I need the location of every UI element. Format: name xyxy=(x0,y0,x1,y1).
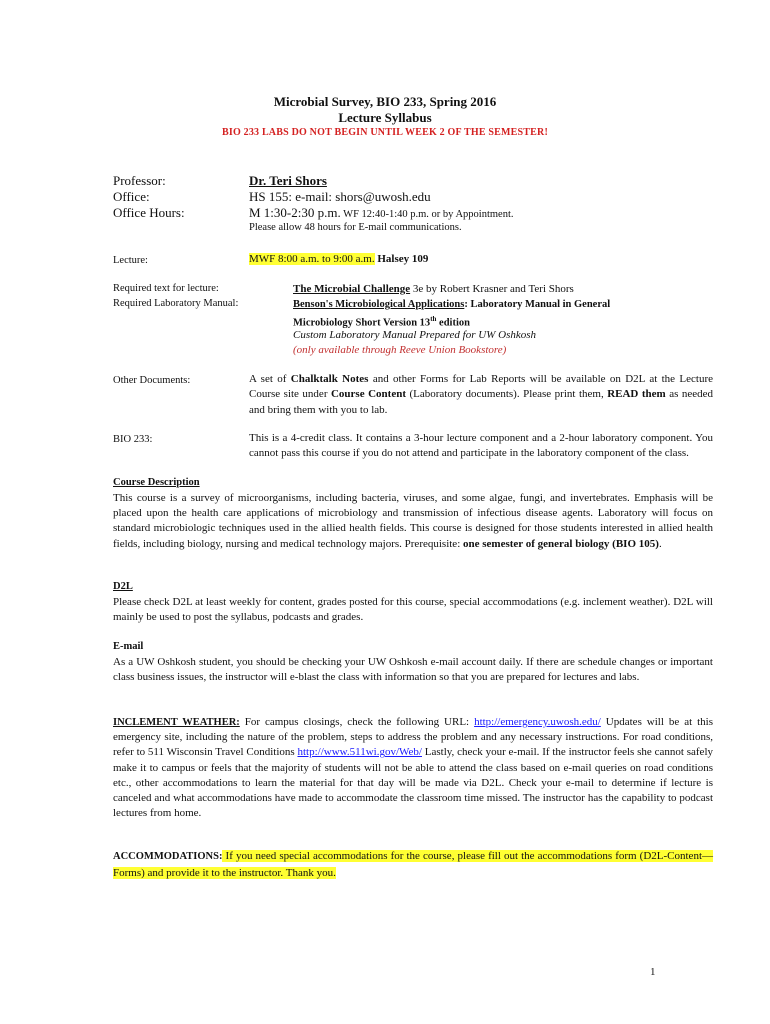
inclement-weather-section: INCLEMENT WEATHER: For campus closings, check the following URL: http://emergency.uwosh.edu/ Updates will be at this emergency site, including the nature of the problem, steps to address the problem and any necessary instructions. For road conditions, refer to 511 Wisconsin Travel Conditions http://www.511wi.gov/Web/ Lastly, check your e-mail. If the instructor feels she cannot safely make it to campus or feels that the majority of students will not be able to attend the class based on e-mail queries on road conditions etc., other accommodations to learn the material for that day will be made via D2L. Check your e-mail to determine if lecture is canceled and what accommodations have made to accommodate the classroom time missed. The instructor has the capability to podcast lectures from home. xyxy=(113,716,714,820)
lab-manual-entry xyxy=(293,297,723,312)
custom-manual-note: Custom Laboratory Manual Prepared for UW Oshkosh xyxy=(293,329,537,341)
office-hours xyxy=(249,205,514,221)
lecture-label: Lecture: xyxy=(113,255,148,266)
bookstore-availability: (only available through Reeve Union Bookstore) xyxy=(293,344,507,356)
accommodations-text: If you need special accommodations for the course, please fill out the accommodations form (D2L-Content—Forms) and provide it to the instructor. Thank you. xyxy=(113,850,713,879)
other-documents-text: A set of Chalktalk Notes and other Forms for Lab Reports will be available on D2L at the Lecture Course site under Course Content (Laboratory documents). Please print them, READ them as needed and bring them with you to lab. xyxy=(249,373,714,416)
d2l-text: Please check D2L at least weekly for content, grades posted for this course, special accommodations (e.g. inclement weather). D2L will mainly be used to post the syllabus, podcasts and grades. xyxy=(113,596,713,624)
other-documents-label: Other Documents: xyxy=(113,375,191,386)
page-number: 1 xyxy=(650,966,656,978)
email-note: Please allow 48 hours for E-mail communications. xyxy=(249,222,462,233)
professor-label: Professor: xyxy=(113,173,166,188)
course-description-heading: Course Description xyxy=(113,477,200,488)
required-text-entry xyxy=(293,282,723,297)
text-authors: 3e by Robert Krasner and Teri Shors xyxy=(410,283,574,295)
required-lab-label: Required Laboratory Manual: xyxy=(113,298,239,309)
bio233-text: This is a 4-credit class. It contains a 3-hour lecture component and a 2-hour laboratory component. You cannot pass this course if you do not attend and participate in the laboratory component of the class. xyxy=(249,432,713,460)
email-heading: E-mail xyxy=(113,641,144,652)
email-text: As a UW Oshkosh student, you should be checking your UW Oshkosh e-mail account daily. If there are schedule changes or important class business issues, the instructor will e-blast the class with information so that you are prepared for lectures and labs. xyxy=(113,656,713,684)
lab-warning: BIO 233 LABS DO NOT BEGIN UNTIL WEEK 2 OF THE SEMESTER! xyxy=(222,127,548,138)
lab-manual-title: Benson's Microbiological Applications xyxy=(293,299,465,310)
professor-name: Dr. Teri Shors xyxy=(249,173,327,188)
lecture-time: MWF 8:00 a.m. to 9:00 a.m. xyxy=(249,253,375,265)
lecture-room: Halsey 109 xyxy=(374,253,429,265)
travel-conditions-link[interactable]: http://www.511wi.gov/Web/ xyxy=(297,746,422,759)
text-title: The Microbial Challenge xyxy=(293,283,411,295)
course-description-text: This course is a survey of microorganisms, including bacteria, viruses, and some algae, fungi, and invertebrates. Emphasis will be placed upon the health care applications of microbiology and transmission of infectious disease agents. Laboratory will focus on standard microbiologic techniques used in the allied health fields. This course is designed for those students interested in allied health fields, including biology, nursing and medical technology majors. Prerequisite: one semester of general biology (BIO 105). xyxy=(113,492,713,550)
bio233-label: BIO 233: xyxy=(113,434,153,445)
lab-manual-subtitle: : Laboratory Manual in General xyxy=(464,299,611,310)
accommodations-heading: ACCOMMODATIONS: xyxy=(113,851,223,862)
emergency-link[interactable]: http://emergency.uwosh.edu/ xyxy=(474,716,601,728)
document-subtitle: Lecture Syllabus xyxy=(338,110,432,125)
lecture-info xyxy=(249,253,428,265)
document-title: Microbial Survey, BIO 233, Spring 2016 xyxy=(273,94,497,109)
required-text-label: Required text for lecture: xyxy=(113,283,219,294)
office-hours-extra: WF 12:40-1:40 p.m. or by Appointment. xyxy=(340,209,514,220)
accommodations-section xyxy=(113,848,713,881)
office-info: HS 155: e-mail: shors@uwosh.edu xyxy=(249,189,431,204)
office-label: Office: xyxy=(113,189,150,204)
inclement-weather-heading: INCLEMENT WEATHER: xyxy=(113,717,240,728)
d2l-heading: D2L xyxy=(113,581,133,592)
office-hours-label: Office Hours: xyxy=(113,205,185,220)
lab-manual-edition: Microbiology Short Version 13th edition xyxy=(293,315,470,329)
office-hours-main: M 1:30-2:30 p.m. xyxy=(249,205,341,220)
